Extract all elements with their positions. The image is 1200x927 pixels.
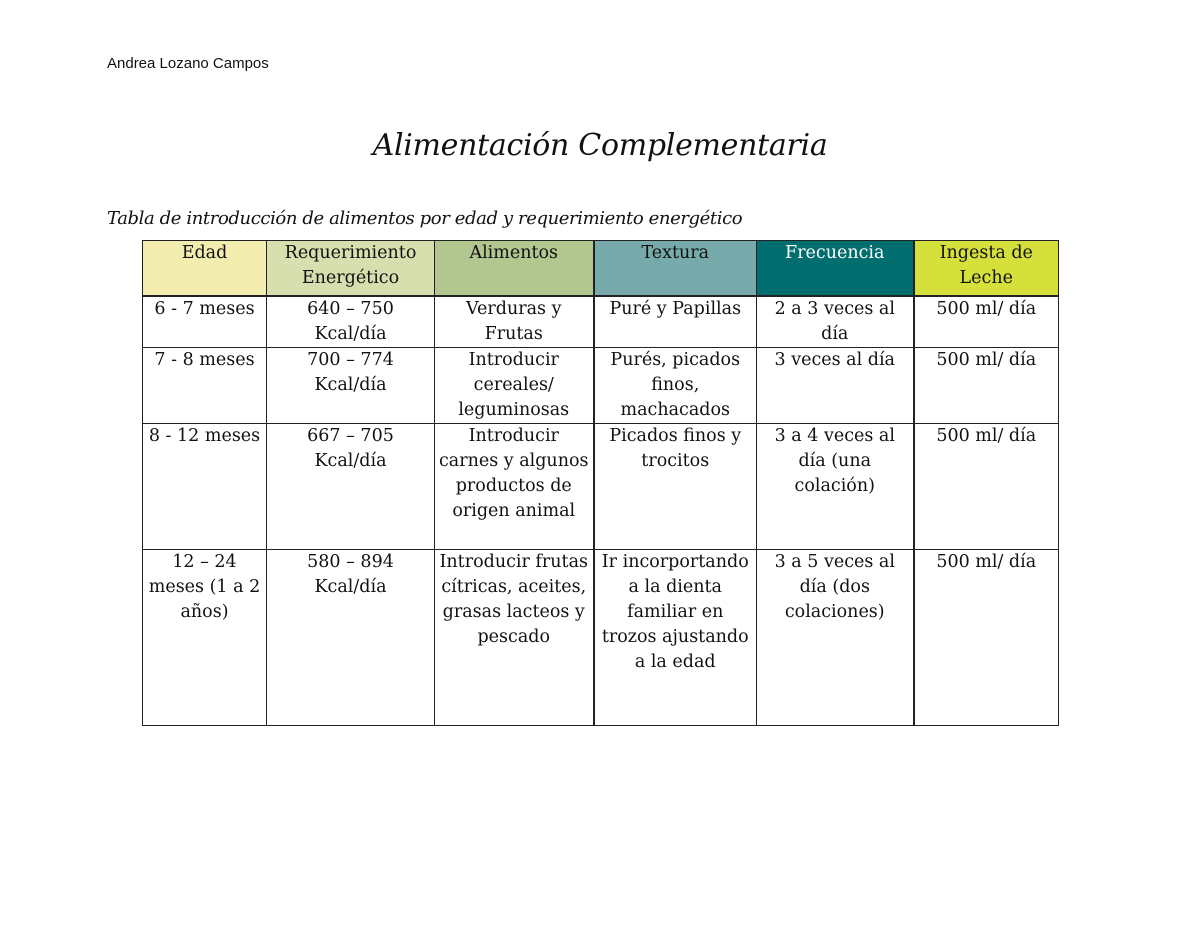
table-row xyxy=(143,424,1059,550)
cell-requerimiento: 700 – 774 Kcal/día xyxy=(267,348,435,424)
cell-alimentos: Introducir cereales/ leguminosas xyxy=(435,348,594,424)
cell-ingesta: 500 ml/ día xyxy=(914,348,1059,424)
author-name: Andrea Lozano Campos xyxy=(107,55,269,72)
cell-ingesta: 500 ml/ día xyxy=(914,296,1059,348)
table-row xyxy=(143,296,1059,348)
cell-ingesta: 500 ml/ día xyxy=(914,550,1059,726)
cell-edad: 8 - 12 meses xyxy=(143,424,267,550)
header-textura: Textura xyxy=(594,241,757,297)
table-row xyxy=(143,348,1059,424)
cell-frecuencia: 3 a 4 veces al día (una colación) xyxy=(757,424,914,550)
document-title: Alimentación Complementaria xyxy=(372,128,828,163)
cell-textura: Puré y Papillas xyxy=(594,296,757,348)
header-requerimiento: Requerimiento Energético xyxy=(267,241,435,297)
header-ingesta: Ingesta de Leche xyxy=(914,241,1059,297)
cell-alimentos: Introducir frutas cítricas, aceites, grasas lacteos y pescado xyxy=(435,550,594,726)
cell-requerimiento: 667 – 705 Kcal/día xyxy=(267,424,435,550)
cell-alimentos: Verduras y Frutas xyxy=(435,296,594,348)
cell-alimentos: Introducir carnes y algunos productos de origen animal xyxy=(435,424,594,550)
cell-ingesta: 500 ml/ día xyxy=(914,424,1059,550)
cell-textura: Picados finos y trocitos xyxy=(594,424,757,550)
cell-frecuencia: 3 a 5 veces al día (dos colaciones) xyxy=(757,550,914,726)
header-edad: Edad xyxy=(143,241,267,297)
cell-textura: Purés, picados finos, machacados xyxy=(594,348,757,424)
cell-edad: 7 - 8 meses xyxy=(143,348,267,424)
table-row xyxy=(143,550,1059,726)
cell-textura: Ir incorportando a la dienta familiar en trozos ajustando a la edad xyxy=(594,550,757,726)
cell-requerimiento: 580 – 894 Kcal/día xyxy=(267,550,435,726)
table-caption: Tabla de introducción de alimentos por edad y requerimiento energético xyxy=(107,208,743,229)
header-frecuencia: Frecuencia xyxy=(757,241,914,297)
cell-requerimiento: 640 – 750 Kcal/día xyxy=(267,296,435,348)
cell-edad: 6 - 7 meses xyxy=(143,296,267,348)
header-alimentos: Alimentos xyxy=(435,241,594,297)
table-header-row xyxy=(143,241,1059,297)
food-introduction-table xyxy=(142,240,1059,726)
cell-frecuencia: 2 a 3 veces al día xyxy=(757,296,914,348)
cell-frecuencia: 3 veces al día xyxy=(757,348,914,424)
cell-edad: 12 – 24 meses (1 a 2 años) xyxy=(143,550,267,726)
